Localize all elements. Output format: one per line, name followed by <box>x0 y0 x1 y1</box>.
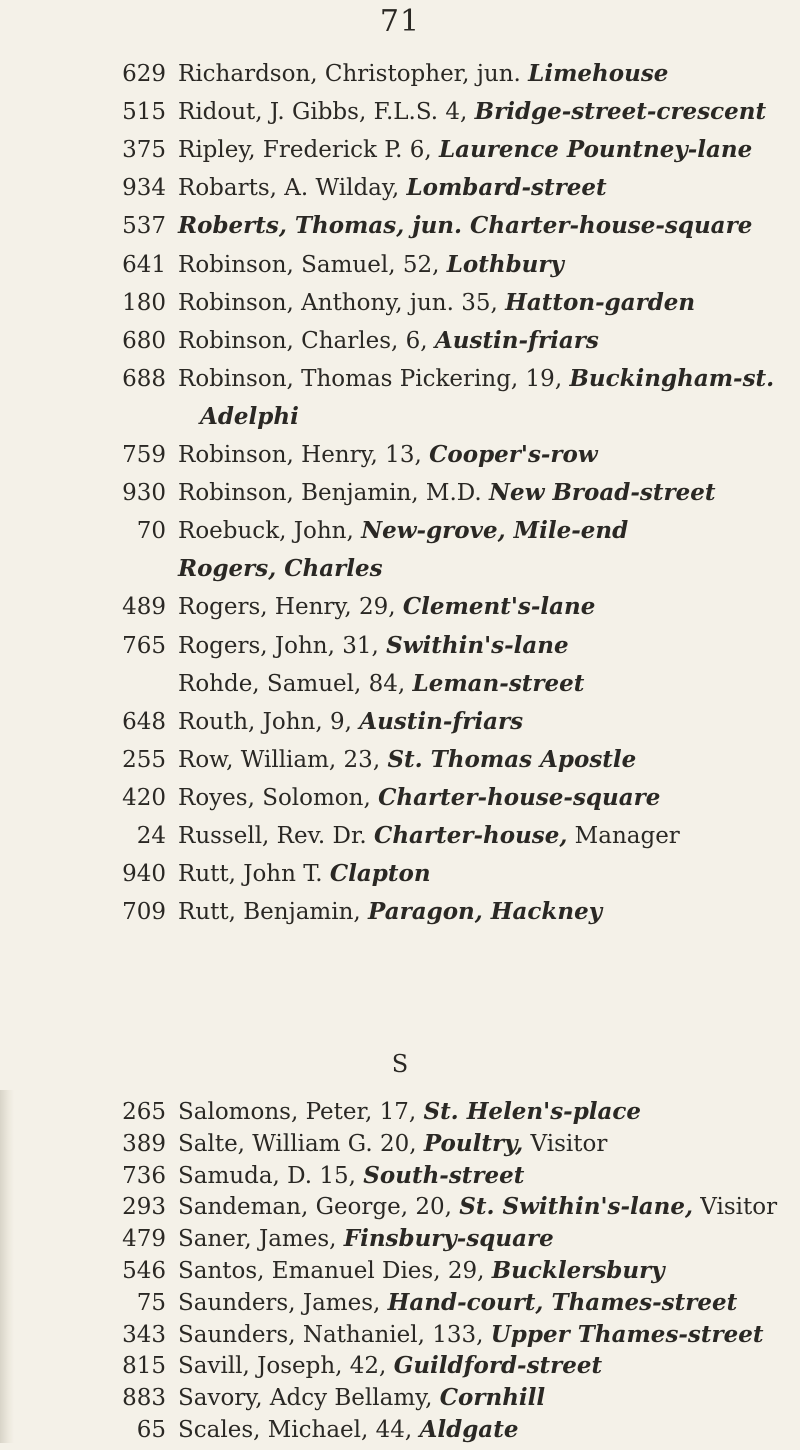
entry-text <box>178 435 598 475</box>
entry-name: Ridout, J. Gibbs, F.L.S. 4, <box>178 99 475 126</box>
entry-number: 680 <box>122 327 166 354</box>
entry-address: Cooper's-row <box>429 441 598 468</box>
entry-address: Clapton <box>329 860 431 888</box>
entry-name: Robinson, Thomas Pickering, 19, <box>178 365 570 392</box>
entry-address: New-grove, Mile-end <box>361 517 629 545</box>
entry-text <box>178 206 752 246</box>
entry-address: Adelphi <box>200 402 299 430</box>
entry-number: 75 <box>136 1289 166 1316</box>
entry-address: Buckingham-st. <box>569 364 775 392</box>
entry-name: Russell, Rev. Dr. <box>178 823 375 849</box>
entry-name: Salte, William G. 20, <box>178 1130 424 1157</box>
entry-number: 255 <box>122 746 166 773</box>
entry-text <box>178 702 523 742</box>
page-number: 71 <box>379 4 421 39</box>
entry-number: 629 <box>122 61 166 87</box>
entry-address: Austin-friars <box>434 326 599 354</box>
entry-number: 736 <box>122 1162 166 1189</box>
entry-address: Guildford-street <box>393 1352 603 1380</box>
entry-name: Robinson, Samuel, 52, <box>178 251 447 278</box>
entry-number: 343 <box>122 1321 166 1348</box>
entry-address: Laurence Pountney-lane <box>439 136 753 164</box>
entry-name: Richardson, Christopher, jun. <box>178 61 529 87</box>
entry-number: 479 <box>122 1226 166 1253</box>
entry-name: Rutt, John T. <box>178 861 330 888</box>
entry-name: Robinson, Benjamin, M.D. <box>178 480 490 507</box>
entry-text <box>178 168 607 208</box>
entry-address: Cornhill <box>439 1384 546 1412</box>
entry-name: Robinson, Anthony, jun. 35, <box>178 289 506 316</box>
entry-name: Saner, James, <box>178 1226 344 1253</box>
entry-text <box>178 778 660 818</box>
section-heading-s: S <box>391 1050 409 1078</box>
entry-name: Sandeman, George, 20, <box>178 1194 460 1221</box>
entry-address: Paragon, Hackney <box>368 898 603 926</box>
entry-number: 930 <box>122 480 166 507</box>
entry-address: South-street <box>363 1161 525 1189</box>
entry-name: Salomons, Peter, 17, <box>178 1099 424 1125</box>
entry-text <box>178 664 584 704</box>
entry-role: Manager <box>567 823 680 849</box>
entry-number: 24 <box>136 823 166 849</box>
entry-name: Robinson, Henry, 13, <box>178 442 430 468</box>
entry-text <box>178 626 569 666</box>
entry-name: Row, William, 23, <box>178 746 388 773</box>
entry-role: Visitor <box>693 1194 778 1221</box>
entry-text <box>178 130 752 170</box>
entry-address: Charter-house-square <box>378 783 661 811</box>
entry-number: 934 <box>122 175 166 202</box>
entry-name: Savory, Adcy Bellamy, <box>178 1385 440 1412</box>
entry-address: Roberts, Thomas, jun. Charter-house-square <box>178 212 753 240</box>
entry-name: Robinson, Charles, 6, <box>178 327 435 354</box>
entry-text <box>178 54 668 94</box>
entry-name: Saunders, James, <box>178 1289 388 1316</box>
entry-number: 489 <box>122 594 166 621</box>
entry-text <box>178 892 602 932</box>
entry-number: 546 <box>122 1258 166 1284</box>
entry-address: Limehouse <box>528 60 669 87</box>
entry-name: Savill, Joseph, 42, <box>178 1353 394 1380</box>
entry-address: Hatton-garden <box>505 288 696 316</box>
entry-name: Rogers, Henry, 29, <box>178 594 403 621</box>
entry-address: Charter-house, <box>374 822 568 849</box>
entry-address: Clement's-lane <box>402 593 596 621</box>
entry-address: Rogers, Charles <box>178 555 383 583</box>
entry-number: 883 <box>122 1385 166 1412</box>
entry-address: Lothbury <box>446 250 564 278</box>
entry-name: Samuda, D. 15, <box>178 1162 364 1189</box>
entry-address: New Broad-street <box>489 479 716 507</box>
entry-text <box>178 1410 518 1450</box>
entry-name: Rohde, Samuel, 84, <box>178 670 413 697</box>
entry-number: 759 <box>122 442 166 468</box>
entry-address: Austin-friars <box>359 707 524 735</box>
entry-number: 537 <box>122 213 166 240</box>
entry-address: Leman-street <box>412 669 585 697</box>
entry-address: St. Helen's-place <box>423 1098 642 1125</box>
entry-number: 648 <box>122 708 166 735</box>
entry-text <box>178 92 766 132</box>
entry-text <box>178 283 695 323</box>
entry-address: Upper Thames-street <box>490 1320 764 1348</box>
entry-text <box>178 359 774 399</box>
entry-name: Roebuck, John, <box>178 518 362 545</box>
entry-address: Hand-court, Thames-street <box>387 1288 738 1316</box>
entry-address: Bucklersbury <box>491 1257 665 1284</box>
entry-name: Royes, Solomon, <box>178 784 379 811</box>
entry-text <box>178 816 680 856</box>
entry-address: Finsbury-square <box>343 1225 554 1253</box>
entry-address: Swithin's-lane <box>386 631 569 659</box>
entry-name: Saunders, Nathaniel, 133, <box>178 1321 491 1348</box>
entry-number: 641 <box>122 251 166 278</box>
entry-name: Routh, John, 9, <box>178 708 360 735</box>
entry-role: Visitor <box>523 1130 608 1157</box>
entry-text <box>178 473 716 513</box>
entry-address: Bridge-street-crescent <box>474 98 767 126</box>
entry-number: 515 <box>122 99 166 126</box>
entry-number: 65 <box>136 1417 166 1443</box>
entry-number: 815 <box>122 1353 166 1380</box>
entry-name: Santos, Emanuel Dies, 29, <box>178 1258 492 1284</box>
entry-number: 420 <box>122 784 166 811</box>
entry-address: St. Thomas Apostle <box>387 745 637 773</box>
entry-number: 389 <box>122 1130 166 1157</box>
entry-number: 293 <box>122 1194 166 1221</box>
entry-text <box>178 321 599 361</box>
entry-number: 265 <box>122 1099 166 1125</box>
entry-name: Robarts, A. Wilday, <box>178 175 407 202</box>
entry-address: Aldgate <box>419 1416 519 1443</box>
entry-name: Rogers, John, 31, <box>178 632 387 659</box>
entry-number: 70 <box>136 518 166 545</box>
entry-address: Poultry, <box>423 1129 524 1157</box>
entry-address: Lombard-street <box>406 174 607 202</box>
entry-name: Ripley, Frederick P. 6, <box>178 137 439 164</box>
entry-number: 709 <box>122 899 166 926</box>
entry-text <box>178 587 595 627</box>
entry-name: Rutt, Benjamin, <box>178 899 369 926</box>
entry-text <box>200 397 299 437</box>
entry-text <box>178 511 628 551</box>
entry-number: 375 <box>122 137 166 164</box>
entry-address: St. Swithin's-lane, <box>459 1193 693 1221</box>
entry-number: 940 <box>122 861 166 888</box>
entry-text <box>178 740 636 780</box>
entry-number: 765 <box>122 632 166 659</box>
entry-text <box>178 854 431 894</box>
entry-number: 688 <box>122 365 166 392</box>
entry-text <box>178 245 564 285</box>
entry-text <box>178 549 383 589</box>
entry-number: 180 <box>122 289 166 316</box>
entry-name: Scales, Michael, 44, <box>178 1417 420 1443</box>
